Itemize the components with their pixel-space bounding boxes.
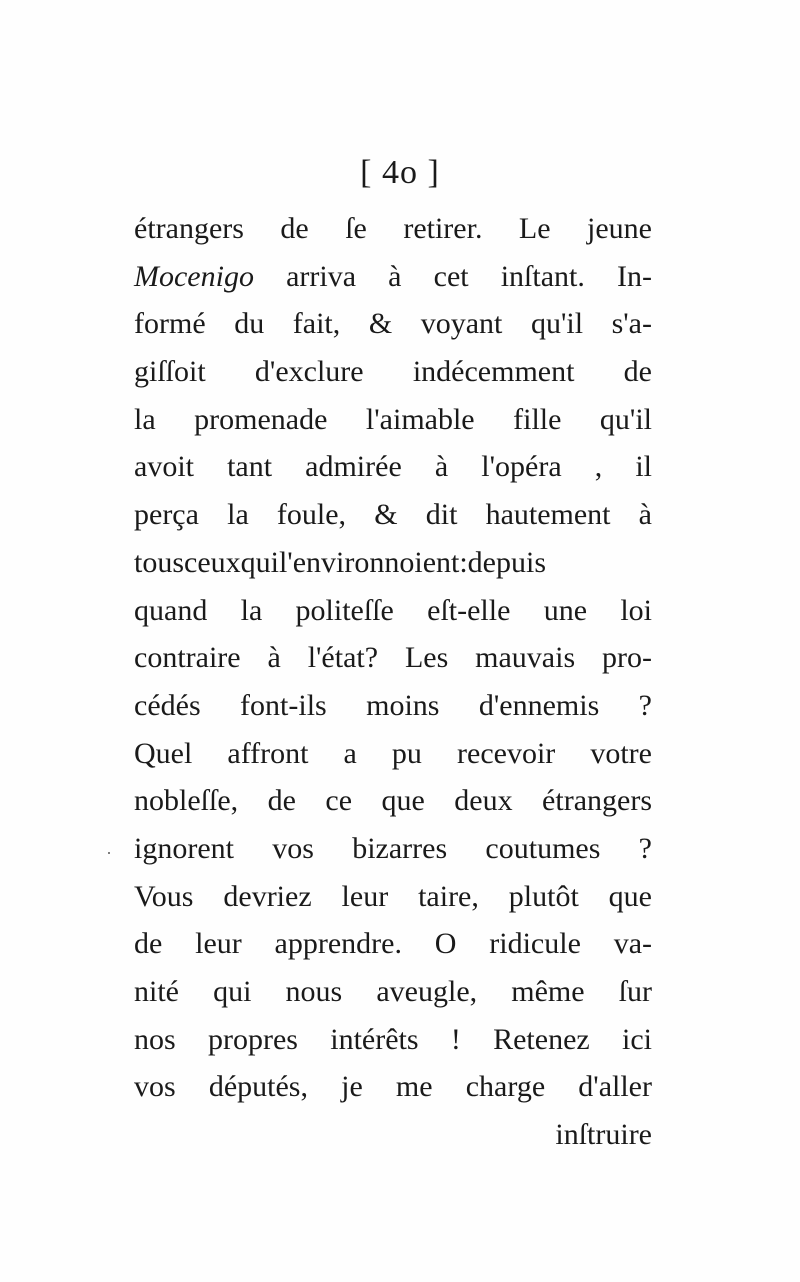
text-segment: nos propres intérêts ! Retenez ici bbox=[134, 1022, 652, 1056]
text-segment: ignorent vos bizarres coutumes ? bbox=[134, 831, 652, 865]
text-segment: avoit tant admirée à l'opéra , il bbox=[134, 450, 652, 484]
text-line bbox=[134, 396, 652, 444]
italic-name: Mocenigo bbox=[134, 259, 254, 293]
text-line bbox=[134, 205, 652, 253]
text-line bbox=[134, 825, 652, 873]
text-segment: étrangers de ſe retirer. Le jeune bbox=[134, 212, 652, 245]
text-segment: la promenade l'aimable fille qu'il bbox=[134, 402, 652, 436]
margin-speck bbox=[108, 852, 110, 854]
text-line bbox=[134, 443, 652, 491]
text-line bbox=[134, 539, 652, 587]
text-line bbox=[134, 968, 652, 1016]
text-line bbox=[134, 348, 652, 396]
text-line bbox=[134, 682, 652, 730]
text-segment: formé du fait, & voyant qu'il s'a- bbox=[134, 307, 652, 341]
text-segment: tousceuxquil'environnoient:depuis bbox=[134, 545, 547, 579]
text-line bbox=[134, 491, 652, 539]
text-line bbox=[134, 873, 652, 921]
text-line bbox=[134, 253, 652, 301]
page-number: [ 4o ] bbox=[360, 154, 440, 191]
body-text bbox=[134, 205, 652, 1159]
text-line bbox=[134, 1063, 652, 1111]
text-segment: Quel affront a pu recevoir votre bbox=[134, 736, 652, 770]
catchword bbox=[134, 1111, 652, 1159]
text-segment: Vous devriez leur taire, plutôt que bbox=[134, 879, 652, 913]
text-segment: de leur apprendre. O ridicule va- bbox=[134, 927, 652, 961]
text-line bbox=[134, 730, 652, 778]
text-segment: contraire à l'état? Les mauvais pro- bbox=[134, 641, 652, 675]
text-line bbox=[134, 920, 652, 968]
text-segment: nité qui nous aveugle, même ſur bbox=[134, 975, 652, 1008]
text-line bbox=[134, 1016, 652, 1064]
text-line bbox=[134, 777, 652, 825]
text-segment: perça la foule, & dit hautement à bbox=[134, 498, 652, 532]
text-segment: arriva à cet inſtant. In- bbox=[253, 259, 652, 293]
text-segment: cédés font-ils moins d'ennemis ? bbox=[134, 688, 652, 722]
text-segment: quand la politeſſe eſt-elle une loi bbox=[134, 593, 652, 627]
text-line bbox=[134, 300, 652, 348]
text-line bbox=[134, 587, 652, 635]
text-segment: nobleſſe, de ce que deux étrangers bbox=[134, 784, 652, 818]
text-segment: giſſoit d'exclure indécemment de bbox=[134, 355, 652, 389]
text-segment: inſtruire bbox=[555, 1118, 652, 1152]
text-segment: vos députés, je me charge d'aller bbox=[134, 1070, 652, 1104]
text-line bbox=[134, 634, 652, 682]
